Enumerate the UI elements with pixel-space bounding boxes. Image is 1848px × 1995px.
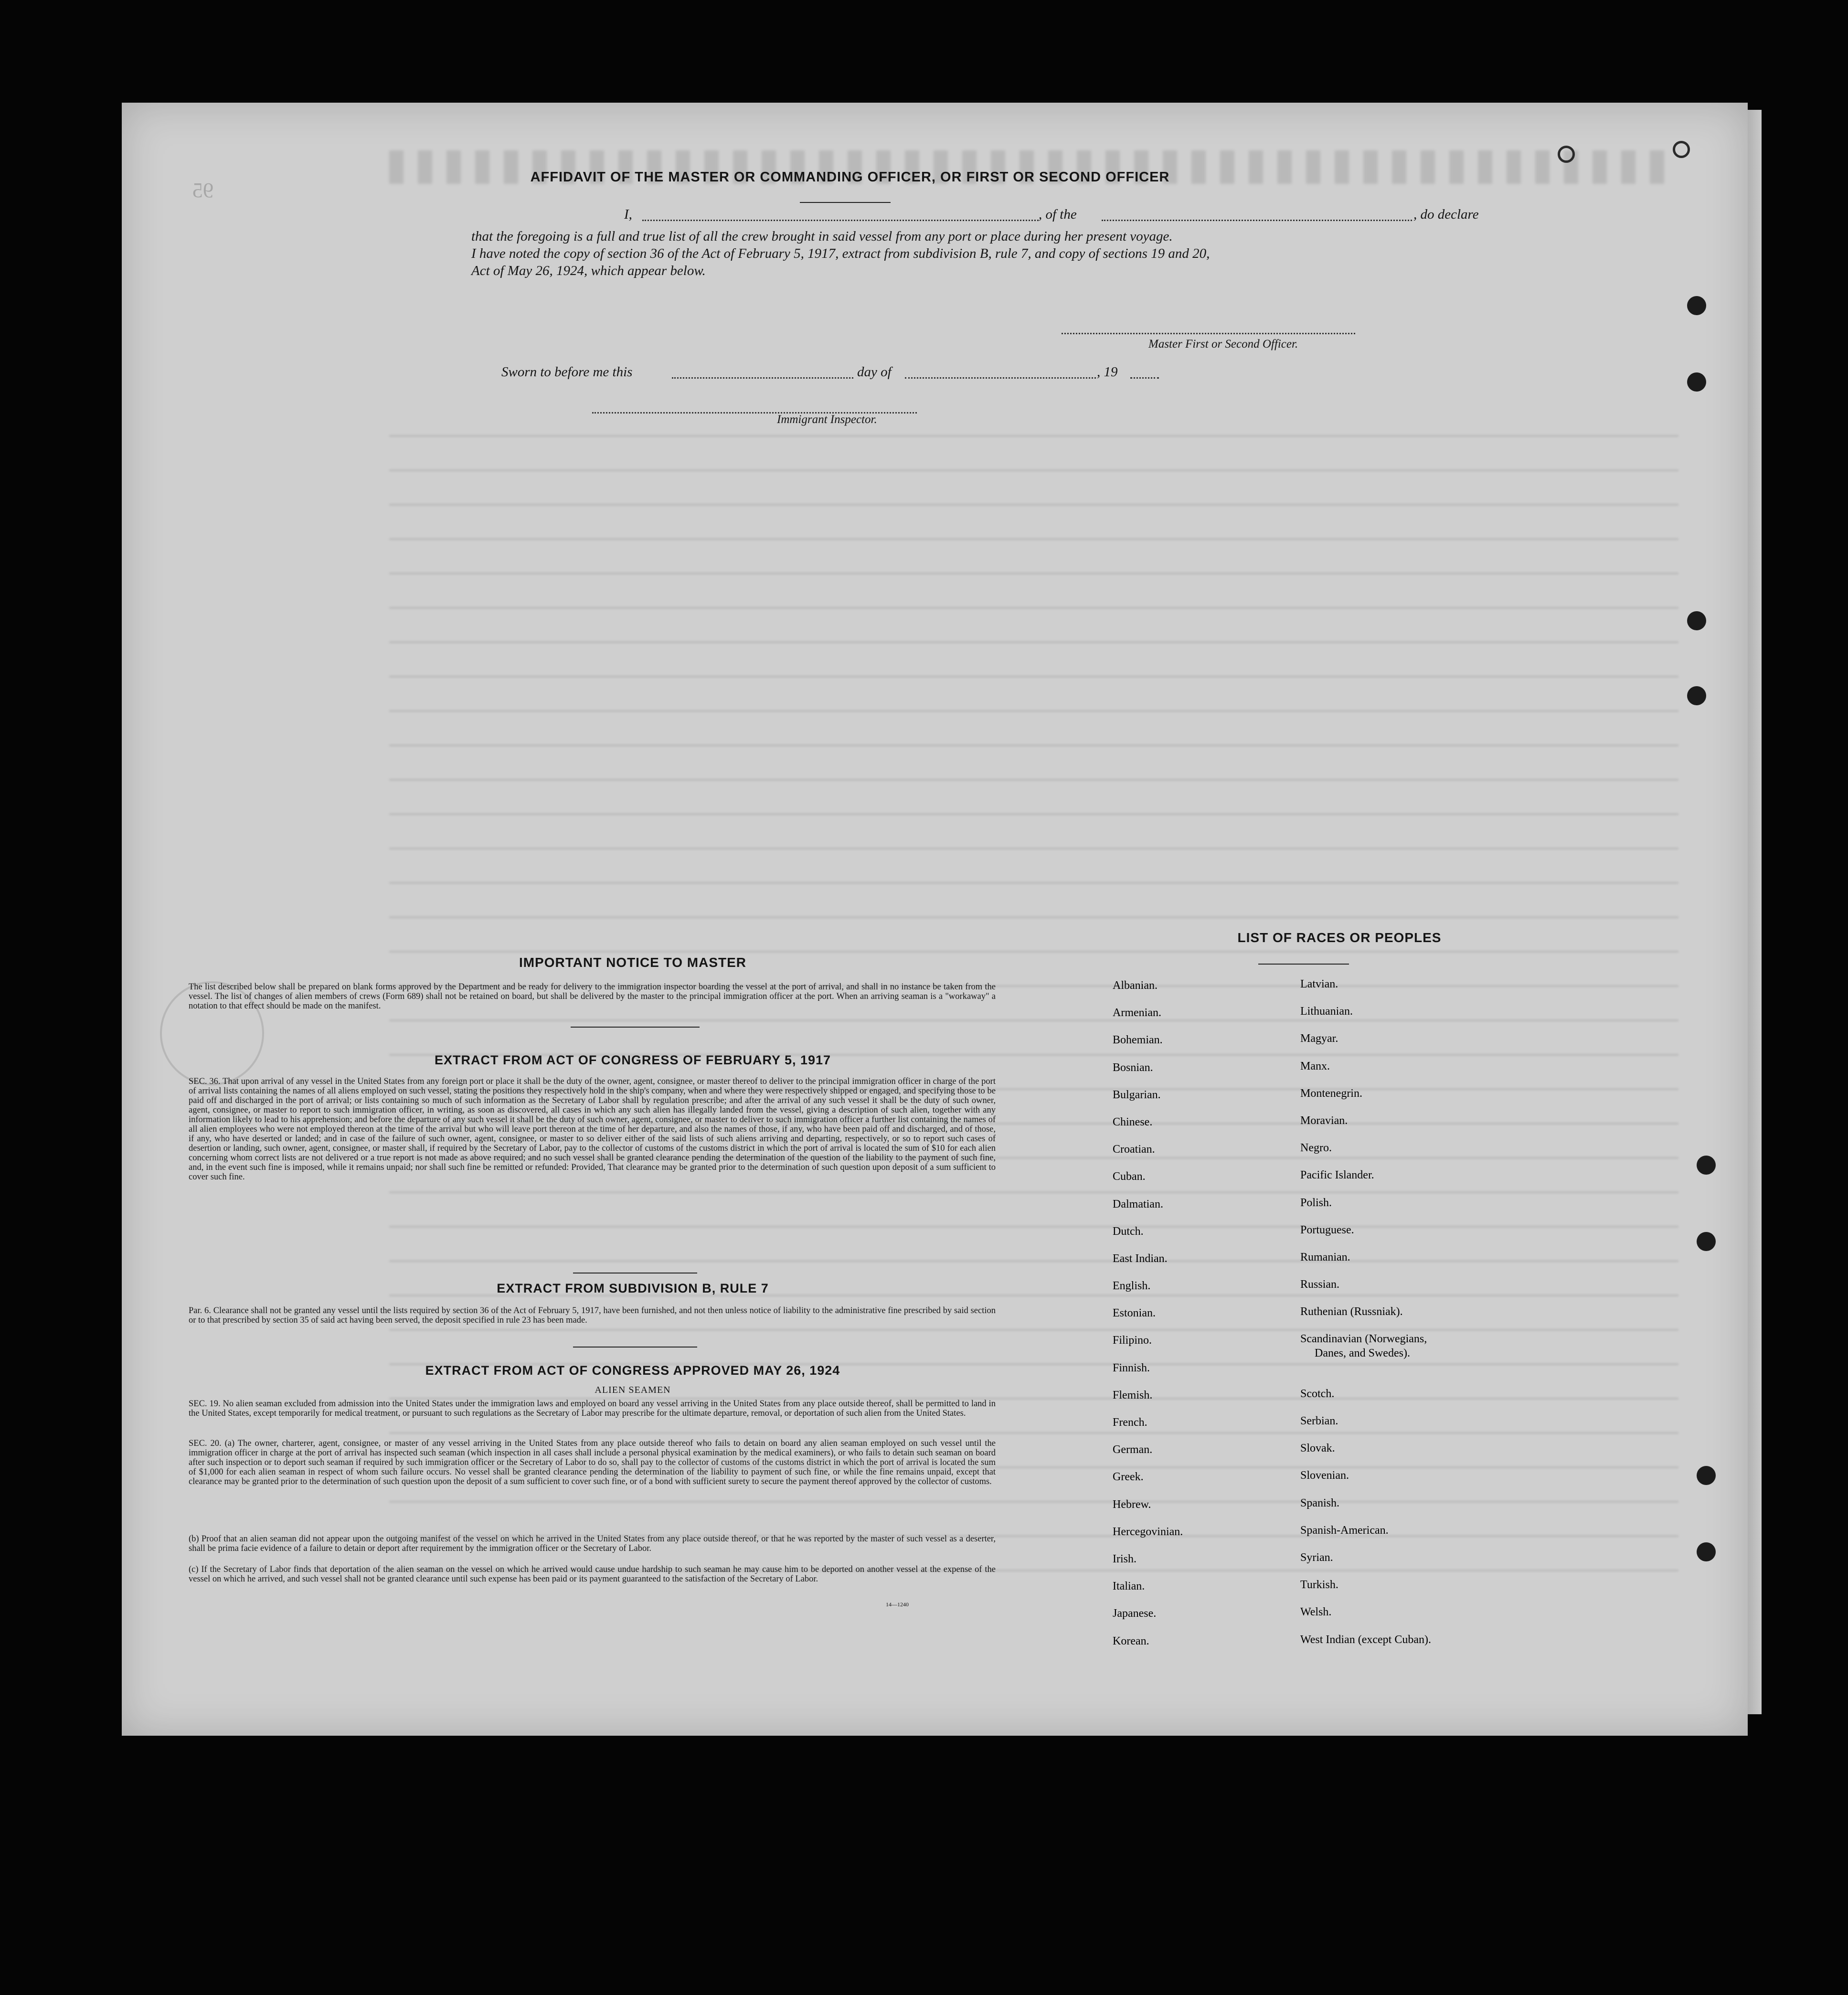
race-item: Italian. — [1113, 1580, 1145, 1593]
race-item: Cuban. — [1113, 1170, 1146, 1183]
race-item: Croatian. — [1113, 1143, 1155, 1156]
race-item: French. — [1113, 1416, 1147, 1429]
race-item: Ruthenian (Russniak). — [1300, 1305, 1403, 1318]
race-item: Japanese. — [1113, 1607, 1157, 1620]
statement-line-1: that the foregoing is a full and true list of all the crew brought in said vessel from any port or place during her present voyage. — [471, 229, 1173, 244]
race-item: Manx. — [1300, 1060, 1330, 1072]
race-item: Scotch. — [1300, 1387, 1335, 1400]
statement-line-3: Act of May 26, 1924, which appear below. — [471, 263, 706, 278]
race-item: Finnish. — [1113, 1361, 1150, 1374]
race-item: Scandinavian (Norwegians, — [1300, 1333, 1427, 1346]
race-item: Moravian. — [1300, 1114, 1348, 1127]
race-item: Polish. — [1300, 1196, 1332, 1209]
race-item: Syrian. — [1300, 1551, 1333, 1564]
document-sheet — [122, 103, 1748, 1736]
extract-1924-sec20c: (c) If the Secretary of Labor finds that deportation of the alien seaman on the vessel on which he arrived would cause undue hardship to such seaman he may cause him to be deported on another vessel at the expense of the vessel on which he arrived, and such vessel shall not be granted clearance until such expense has been paid or its payment guaranteed to the satisfaction of the Secretary of Labor. — [189, 1565, 996, 1584]
race-item: Filipino. — [1113, 1334, 1152, 1347]
affidavit-do-declare-label: , do declare — [1413, 207, 1479, 222]
signature-label: Master First or Second Officer. — [1148, 338, 1298, 350]
binder-hole-icon — [1697, 1232, 1716, 1251]
races-left-column — [1113, 979, 1183, 1662]
race-item: Bosnian. — [1113, 1061, 1153, 1074]
year-label: , 19 — [1097, 364, 1118, 380]
race-item: German. — [1113, 1443, 1153, 1456]
title-rule — [800, 202, 891, 203]
binder-hole-icon — [1697, 1156, 1716, 1175]
extract-1917-text: SEC. 36. That upon arrival of any vessel in the United States from any foreign port or place it shall be the duty of the owner, agent, consignee, or master thereof to deliver to the principal immigration officer in charge of the port of arrival lists containing the names of all aliens employed on such vessel, stating the positions they respectively hold in the ship's company, when and where they were respectively shipped or engaged, and specifying those to be paid off and discharged in the port of arrival; or lists containing so much of such information as the Secretary of Labor shall by regulation prescribe; and after the arrival of any such vessel it shall be the duty of such owner, agent, consignee, or master to report to such immigration officer, in writing, as soon as discovered, all cases in which any such alien has illegally landed from the vessel, giving a description of such alien, together with any information likely to lead to his apprehension; and before the departure of any such vessel it shall be the duty of such owner, agent, consignee, or master to deliver to such immigration officer a further list containing the names of all alien employees who were not employed thereon at the time of the arrival but who will leave port thereon at the time of her departure, and also the names of those, if any, who have been paid off and discharged, and of those, if any, who have deserted or landed; and in case of the failure of such owner, agent, consignee, or master to so deliver either of the said lists of such aliens arriving and departing, respectively, or so to report such cases of desertion or landing, such owner, agent, consignee, or master shall, if required by the Secretary of Labor, pay to the collector of customs of the customs district in which the port of arrival is located the sum of $10 for each alien concerning whom correct lists are not delivered or a true report is not made as above required; and no such vessel shall be granted clearance pending the determination of the question of the liability to the payment of such fine, and, in the event such fine is imposed, while it remains unpaid; nor shall such fine be remitted or refunded: Provided, That clearance may be granted prior to the determination of such question upon deposit of a sum sufficient to cover such fine. — [189, 1077, 996, 1182]
races-right-column — [1300, 977, 1431, 1660]
races-title: LIST OF RACES OR PEOPLES — [1237, 930, 1442, 945]
extract-1924-sec20b: (b) Proof that an alien seaman did not appear upon the outgoing manifest of the vessel on which he arrived in the United States from any place outside thereof, or that he was reported by the master of such vessel as a deserter, shall be prima facie evidence of a failure to detain or deport after requirement by the immigration officer or the Secretary of Labor. — [189, 1534, 996, 1553]
race-item: Turkish. — [1300, 1579, 1338, 1592]
race-item: English. — [1113, 1280, 1151, 1293]
race-item: Slovak. — [1300, 1442, 1335, 1455]
race-item: Magyar. — [1300, 1032, 1338, 1045]
binder-hole-icon — [1558, 146, 1575, 163]
statement-line-2: I have noted the copy of section 36 of the Act of February 5, 1917, extract from subdivision B, rule 7, and copy of sections 19 and 20, — [471, 246, 1210, 261]
subdivision-b-title: EXTRACT FROM SUBDIVISION B, RULE 7 — [497, 1281, 769, 1295]
race-item: East Indian. — [1113, 1252, 1168, 1265]
year-blank — [1130, 377, 1159, 379]
race-item: Dutch. — [1113, 1225, 1144, 1238]
notice-rule — [571, 1027, 700, 1028]
form-number: 14—1240 — [886, 1601, 909, 1608]
race-item: Montenegrin. — [1300, 1087, 1362, 1100]
binder-hole-icon — [1687, 611, 1706, 630]
race-item: Welsh. — [1300, 1606, 1332, 1619]
race-item: Lithuanian. — [1300, 1005, 1353, 1018]
binder-hole-icon — [1687, 686, 1706, 705]
race-item: Estonian. — [1113, 1307, 1156, 1320]
affidavit-title: AFFIDAVIT OF THE MASTER OR COMMANDING OFFICER, OR FIRST OR SECOND OFFICER — [530, 170, 1170, 185]
binder-hole-icon — [1673, 141, 1690, 158]
race-item: Dalmatian. — [1113, 1198, 1163, 1210]
inspector-label: Immigrant Inspector. — [777, 413, 877, 426]
race-item: Pacific Islander. — [1300, 1169, 1374, 1182]
affidavit-statement — [471, 228, 1369, 279]
sworn-day-blank — [672, 377, 853, 379]
binder-hole-icon — [1687, 296, 1706, 315]
subdivision-b-text: Par. 6. Clearance shall not be granted any vessel until the lists required by section 36 of the Act of February 5, 1917, have been furnished, and not then unless notice of liability to the administrative fine prescribed by said section or to that prescribed by section 35 of said act having been served, the deposit specified in rule 23 has been made. — [189, 1306, 996, 1325]
race-item: Korean. — [1113, 1634, 1149, 1647]
race-item: Danes, and Swedes). — [1315, 1347, 1410, 1360]
extract-1924-sec20a: SEC. 20. (a) The owner, charterer, agent, consignee, or master of any vessel arriving in the United States from any place outside thereof who fails to detain on board any alien seaman employed on such vessel until the immigration officer in charge at the port of arrival has inspected such seaman (which inspection in all cases shall include a personal physical examination by the medical examiners), or who fails to detain such seaman on board after such inspection or to deport such seaman if required by such immigration officer or the Secretary of Labor to do so, shall pay to the collector of customs of the customs district in which the port of arrival is located the sum of $1,000 for each alien seaman in respect of whom such failure occurs. No vessel shall be granted clearance pending the determination of the liability to payment of such fine, or while the fine remains unpaid, except that clearance may be granted prior to the determination of such question upon the deposit of a sum sufficient to cover such fine, or of a bond with sufficient surety to secure the payment thereof approved by the collector of customs. — [189, 1439, 996, 1486]
race-item: Serbian. — [1300, 1415, 1338, 1428]
race-item: Irish. — [1113, 1552, 1136, 1565]
race-item: Albanian. — [1113, 979, 1158, 992]
binder-hole-icon — [1697, 1542, 1716, 1561]
extract-1924-sec19: SEC. 19. No alien seaman excluded from admission into the United States under the immigration laws and employed on board any vessel arriving in the United States from any place outside thereof, shall be permitted to land in the United States, except temporarily for medical treatment, or pursuant to such regulations as the Secretary of Labor may prescribe for the ultimate departure, removal, or deportation of such alien from the United States. — [189, 1399, 996, 1418]
race-item: Negro. — [1300, 1142, 1332, 1155]
notice-text: The list described below shall be prepared on blank forms approved by the Department and be ready for delivery to the immigration inspector boarding the vessel at the port of arrival, and shall in no instance be taken from the vessel. The list of changes of alien members of crews (Form 689) shall not be retained on board, but shall be delivered by the master to the principal immigration officer at the port. When an arriving seaman is a "workaway" a notation to that effect should be made on the manifest. — [189, 982, 996, 1011]
race-item: Hercegovinian. — [1113, 1525, 1183, 1538]
vessel-blank-line — [1102, 220, 1412, 221]
race-item: Hebrew. — [1113, 1498, 1151, 1511]
affidavit-of-the-label: , of the — [1039, 207, 1077, 222]
races-title-rule — [1258, 964, 1349, 965]
binder-hole-icon — [1697, 1466, 1716, 1485]
extract-1917-title: EXTRACT FROM ACT OF CONGRESS OF FEBRUARY 5, 1917 — [434, 1053, 831, 1067]
race-item: Bohemian. — [1113, 1034, 1163, 1047]
race-item: Greek. — [1113, 1471, 1144, 1484]
sworn-label: Sworn to before me this — [501, 364, 633, 380]
race-item: Armenian. — [1113, 1007, 1161, 1019]
page-number-mark: 95 — [192, 179, 213, 202]
race-item: Slovenian. — [1300, 1469, 1349, 1482]
extract-1924-title: EXTRACT FROM ACT OF CONGRESS APPROVED MAY 26, 1924 — [425, 1363, 840, 1378]
subdivision-b-rule — [573, 1347, 697, 1348]
race-item: Spanish. — [1300, 1496, 1340, 1509]
signature-blank-line — [1062, 333, 1355, 334]
race-item: Flemish. — [1113, 1389, 1153, 1401]
race-item: Latvian. — [1300, 978, 1338, 990]
affidavit-i-label: I, — [624, 207, 632, 222]
day-of-label: day of — [857, 364, 892, 380]
race-item: Bulgarian. — [1113, 1088, 1161, 1101]
binder-hole-icon — [1687, 372, 1706, 392]
race-item: Spanish-American. — [1300, 1524, 1389, 1537]
race-item: Chinese. — [1113, 1115, 1153, 1128]
race-item: Russian. — [1300, 1278, 1340, 1291]
race-item: West Indian (except Cuban). — [1300, 1633, 1431, 1646]
name-blank-line — [642, 220, 1039, 221]
race-item: Rumanian. — [1300, 1251, 1350, 1263]
notice-title: IMPORTANT NOTICE TO MASTER — [519, 955, 747, 970]
extract-1924-subtitle: ALIEN SEAMEN — [595, 1385, 671, 1395]
race-item: Portuguese. — [1300, 1223, 1354, 1236]
sworn-month-blank — [905, 377, 1096, 379]
